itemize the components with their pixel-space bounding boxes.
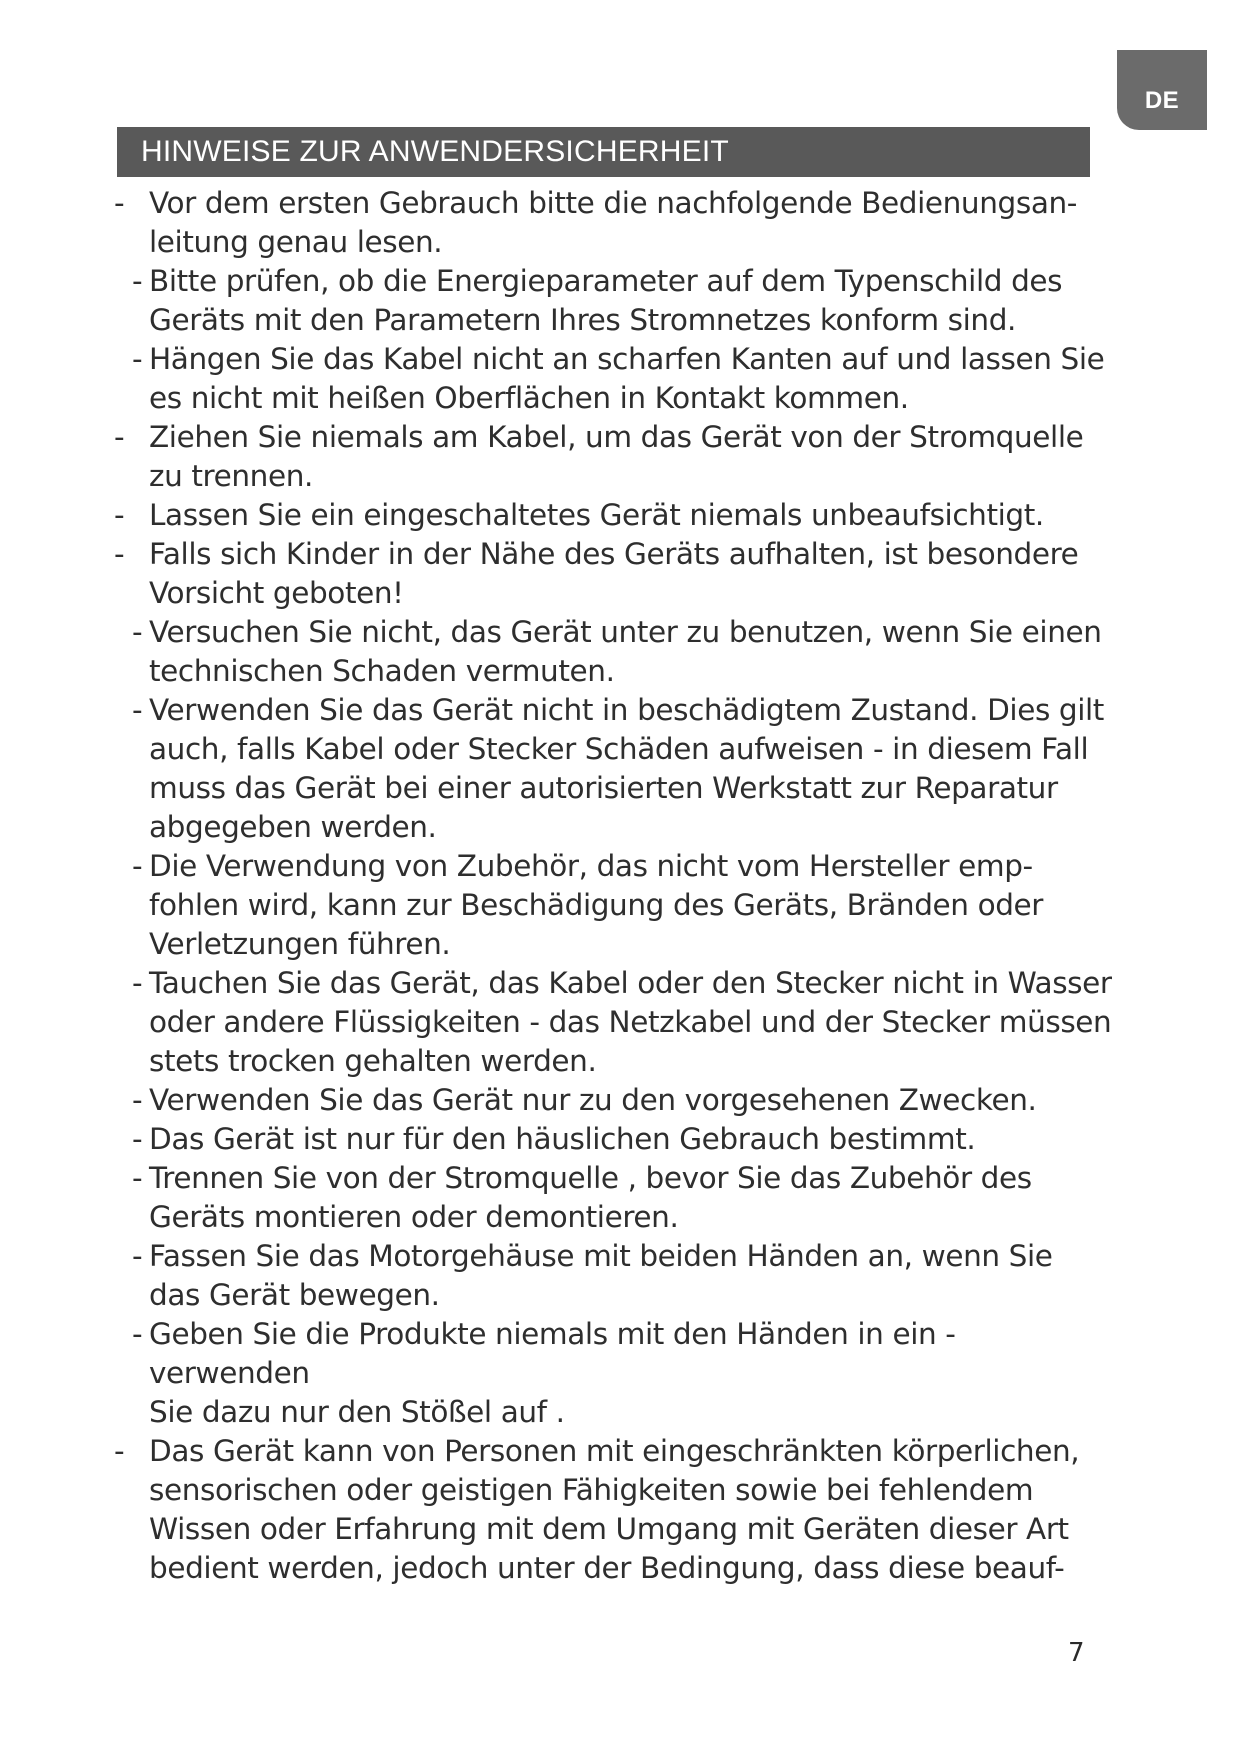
list-item-text: Das Gerät kann von Personen mit eingeschränkten körperlichen, sensorischen oder geistigen Fähigkeiten sowie bei fehlendem Wissen oder Erfahrung mit dem Umgang mit Geräten dieser Art bedient werden, jedoch unter der Bedingung, dass diese beauf- [149, 1434, 1080, 1585]
list-item-text: Hängen Sie das Kabel nicht an scharfen Kanten auf und lassen Sie es nicht mit heißen Oberflächen in Kontakt kommen. [149, 342, 1105, 415]
bullet-dash-icon: - [114, 420, 125, 454]
list-item [114, 1159, 1124, 1237]
list-item [114, 340, 1124, 418]
bullet-dash-icon: - [132, 849, 143, 883]
list-item [114, 418, 1124, 496]
list-item-text: Trennen Sie von der Stromquelle , bevor Sie das Zubehör des Geräts montieren oder demontieren. [149, 1161, 1032, 1234]
list-item [114, 535, 1124, 613]
bullet-dash-icon: - [132, 1161, 143, 1195]
bullet-dash-icon: - [114, 537, 125, 571]
bullet-dash-icon: - [132, 693, 143, 727]
list-item-text: Vor dem ersten Gebrauch bitte die nachfolgende Bedienungsan- leitung genau lesen. [149, 186, 1078, 259]
list-item [114, 1081, 1124, 1120]
list-item [114, 1120, 1124, 1159]
list-item-text: Fassen Sie das Motorgehäuse mit beiden Händen an, wenn Sie das Gerät bewegen. [149, 1239, 1053, 1312]
list-item-text: Lassen Sie ein eingeschaltetes Gerät niemals unbeaufsichtigt. [149, 498, 1044, 532]
section-header: HINWEISE ZUR ANWENDERSICHERHEIT [117, 127, 1090, 177]
bullet-dash-icon: - [132, 966, 143, 1000]
list-item [114, 1315, 1124, 1432]
safety-instructions-list [114, 184, 1124, 1588]
list-item-text: Tauchen Sie das Gerät, das Kabel oder den Stecker nicht in Wasser oder andere Flüssigkeiten - das Netzkabel und der Stecker müssen stets trocken gehalten werden. [149, 966, 1112, 1078]
bullet-dash-icon: - [114, 498, 125, 532]
list-item-text: Die Verwendung von Zubehör, das nicht vom Hersteller emp- fohlen wird, kann zur Beschädigung des Geräts, Bränden oder Verletzungen führen. [149, 849, 1044, 961]
list-item [114, 1237, 1124, 1315]
list-item [114, 496, 1124, 535]
bullet-dash-icon: - [114, 186, 125, 220]
list-item-text: Ziehen Sie niemals am Kabel, um das Gerät von der Stromquelle zu trennen. [149, 420, 1084, 493]
bullet-dash-icon: - [132, 1083, 143, 1117]
bullet-dash-icon: - [132, 1239, 143, 1273]
list-item-text: Falls sich Kinder in der Nähe des Geräts aufhalten, ist besondere Vorsicht geboten! [149, 537, 1079, 610]
list-item [114, 184, 1124, 262]
list-item-text: Verwenden Sie das Gerät nur zu den vorgesehenen Zwecken. [149, 1083, 1037, 1117]
page-number: 7 [1068, 1638, 1085, 1668]
bullet-dash-icon: - [132, 342, 143, 376]
bullet-dash-icon: - [114, 1434, 125, 1468]
bullet-dash-icon: - [132, 1317, 143, 1351]
list-item [114, 262, 1124, 340]
list-item-text: Versuchen Sie nicht, das Gerät unter zu benutzen, wenn Sie einen technischen Schaden vermuten. [149, 615, 1102, 688]
list-item-text: Bitte prüfen, ob die Energieparameter auf dem Typenschild des Geräts mit den Parametern Ihres Stromnetzes konform sind. [149, 264, 1063, 337]
list-item-text: Das Gerät ist nur für den häuslichen Gebrauch bestimmt. [149, 1122, 976, 1156]
list-item [114, 964, 1124, 1081]
list-item-text: Verwenden Sie das Gerät nicht in beschädigtem Zustand. Dies gilt auch, falls Kabel oder Stecker Schäden aufweisen - in diesem Fall muss das Gerät bei einer autorisierten Werkstatt zur Reparatur abgegeben werden. [149, 693, 1104, 844]
list-item [114, 847, 1124, 964]
bullet-dash-icon: - [132, 1122, 143, 1156]
list-item-text: Geben Sie die Produkte niemals mit den Händen in ein - verwenden Sie dazu nur den Stößel auf . [149, 1317, 956, 1429]
language-tab: DE [1117, 50, 1207, 130]
list-item [114, 1432, 1124, 1588]
bullet-dash-icon: - [132, 615, 143, 649]
bullet-dash-icon: - [132, 264, 143, 298]
list-item [114, 613, 1124, 691]
list-item [114, 691, 1124, 847]
